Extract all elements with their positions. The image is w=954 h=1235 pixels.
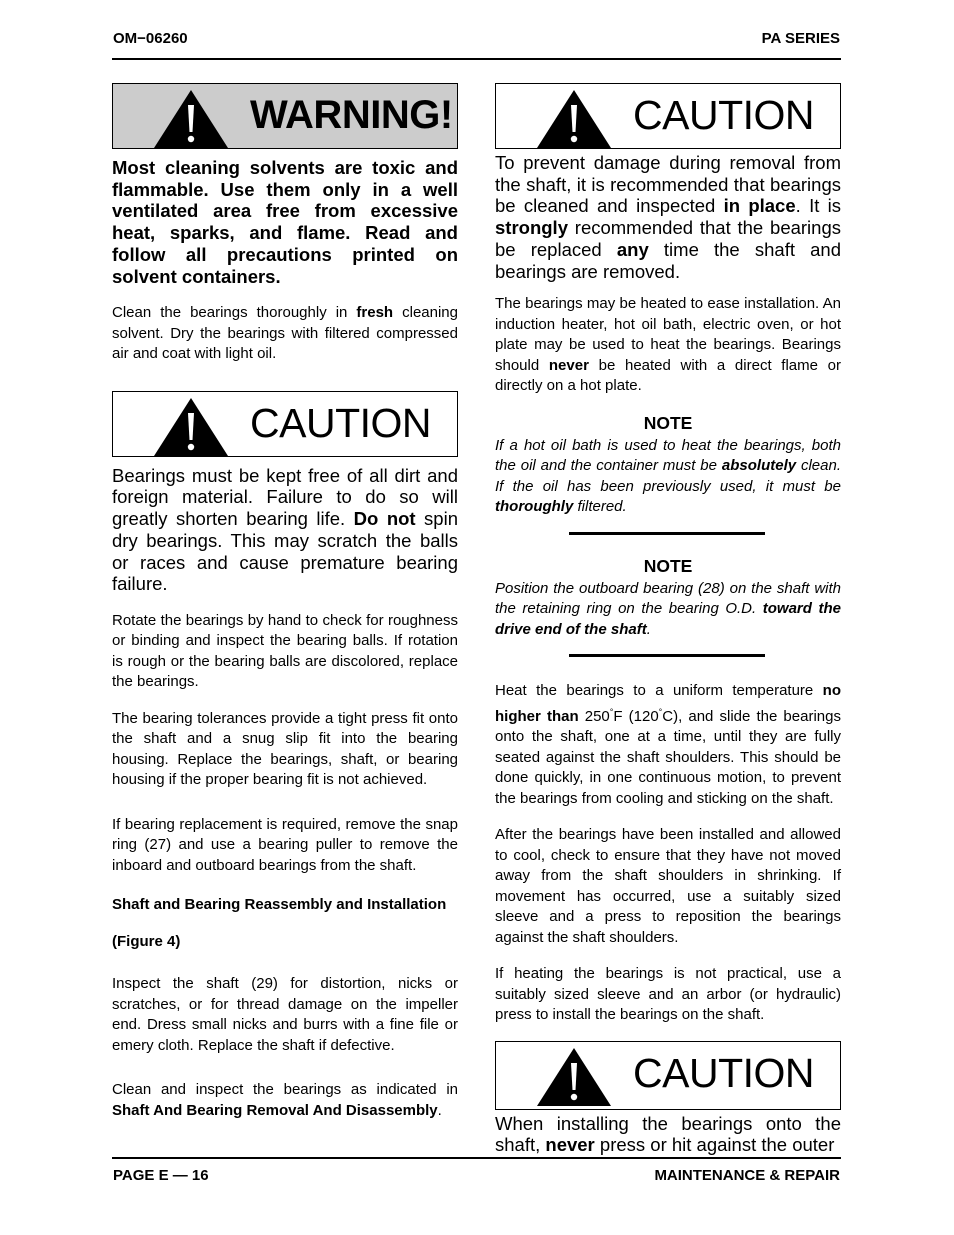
- page-number: PAGE E — 16: [113, 1167, 209, 1184]
- paragraph-heat-temperature: Heat the bearings to a uniform temperature no higher than 250°F (120°C), and slide the bearings onto the shaft, one at a time, until they are fully seated against the shaft shoulders. This should be done quickly, in one continuous motion, to prevent the bearings from cooling and sticking on the shaft.: [495, 682, 841, 807]
- caution-text-installing: When installing the bearings onto the shaft, never press or hit against the outer: [495, 1112, 841, 1156]
- caution-sign-top: [495, 83, 841, 149]
- footer-rule: [112, 1157, 841, 1159]
- caution-word: CAUTION: [250, 399, 431, 446]
- section-heading: Shaft and Bearing Reassembly and Installation: [112, 896, 447, 914]
- note-hot-oil: If a hot oil bath is used to heat the bearings, both the oil and the container must be absolutely clean. If the oil has been previously used, it must be thoroughly filtered.: [495, 436, 841, 516]
- caution-triangle-icon: [536, 1047, 612, 1107]
- series-title: PA SERIES: [761, 30, 840, 47]
- note-heading: NOTE: [643, 412, 693, 433]
- caution-sign-bottom: [495, 1041, 841, 1110]
- warning-text: Most cleaning solvents are toxic and flammable. Use them only in a well ventilated area free from excessive heat, sparks, and flame. Read and follow all precautions printed on solvent containers.: [112, 157, 458, 287]
- paragraph-clean-bearings: Clean the bearings thoroughly in fresh cleaning solvent. Dry the bearings with filtered compressed air and coat with light oil.: [112, 304, 458, 363]
- paragraph-clean-inspect: Clean and inspect the bearings as indicated in Shaft And Bearing Removal And Disassembly.: [112, 1081, 458, 1119]
- paragraph-heating-impractical: If heating the bearings is not practical, use a suitably sized sleeve and an arbor (or hydraulic) press to install the bearings on the shaft.: [495, 965, 841, 1024]
- note-outboard-bearing: Position the outboard bearing (28) on the shaft with the retaining ring on the bearing O.D. toward the drive end of the shaft.: [495, 579, 841, 638]
- left-column: [112, 83, 458, 1121]
- caution-triangle-icon: [153, 397, 229, 457]
- caution-text-removal: To prevent damage during removal from the shaft, it is recommended that bearings be cleaned and inspected in place. It is strongly recommended that the bearings be replaced any time the shaft and bearings are removed.: [495, 152, 842, 282]
- note-divider: [569, 654, 765, 657]
- paragraph-bearing-tolerances: The bearing tolerances provide a tight press fit onto the shaft and a snug slip fit into the bearing housing. Replace the bearings, shaft, or bearing housing if the proper bearing fit is not achieved.: [112, 709, 458, 789]
- caution-sign: [112, 391, 458, 457]
- paragraph-rotate-bearings: Rotate the bearings by hand to check for roughness or binding and inspect the bearing balls. If rotation is rough or the bearing balls are discolored, replace the bearings.: [112, 611, 458, 691]
- note-heading: NOTE: [643, 555, 693, 576]
- note-divider: [569, 532, 765, 535]
- caution-word: CAUTION: [633, 1049, 814, 1096]
- header-rule: [112, 58, 841, 60]
- warning-triangle-icon: [153, 89, 229, 149]
- figure-reference: (Figure 4): [112, 933, 181, 951]
- paragraph-inspect-shaft: Inspect the shaft (29) for distortion, nicks or scratches, or for thread damage on the impeller end. Dress small nicks and burrs with a fine file or emery cloth. Replace the shaft if defective.: [112, 975, 458, 1054]
- warning-sign: [112, 83, 458, 149]
- caution-text: Bearings must be kept free of all dirt and foreign material. Failure to do so will greatly shorten bearing life. Do not spin dry bearings. This may scratch the balls or races and cause premature bearing failure.: [112, 464, 458, 595]
- caution-triangle-icon: [536, 89, 612, 149]
- paragraph-bearing-replacement: If bearing replacement is required, remove the snap ring (27) and use a bearing puller to remove the inboard and outboard bearings from the shaft.: [112, 815, 458, 874]
- caution-word: CAUTION: [633, 92, 814, 138]
- section-footer: MAINTENANCE & REPAIR: [654, 1167, 840, 1184]
- paragraph-after-install: After the bearings have been installed and allowed to cool, check to ensure that they have not moved away from the shaft shoulders in shrinking. If movement has occurred, use a suitably sized sleeve and a press to reposition the bearings against the shaft shoulders.: [495, 826, 841, 946]
- right-column: [495, 83, 841, 1156]
- warning-word: WARNING!: [250, 93, 453, 137]
- paragraph-heat-bearings: The bearings may be heated to ease installation. An induction heater, hot oil bath, electric oven, or hot plate may be used to heat the bearings. Bearings should never be heated with a direct flame or directly on a hot plate.: [495, 295, 841, 395]
- doc-id: OM−06260: [113, 30, 188, 47]
